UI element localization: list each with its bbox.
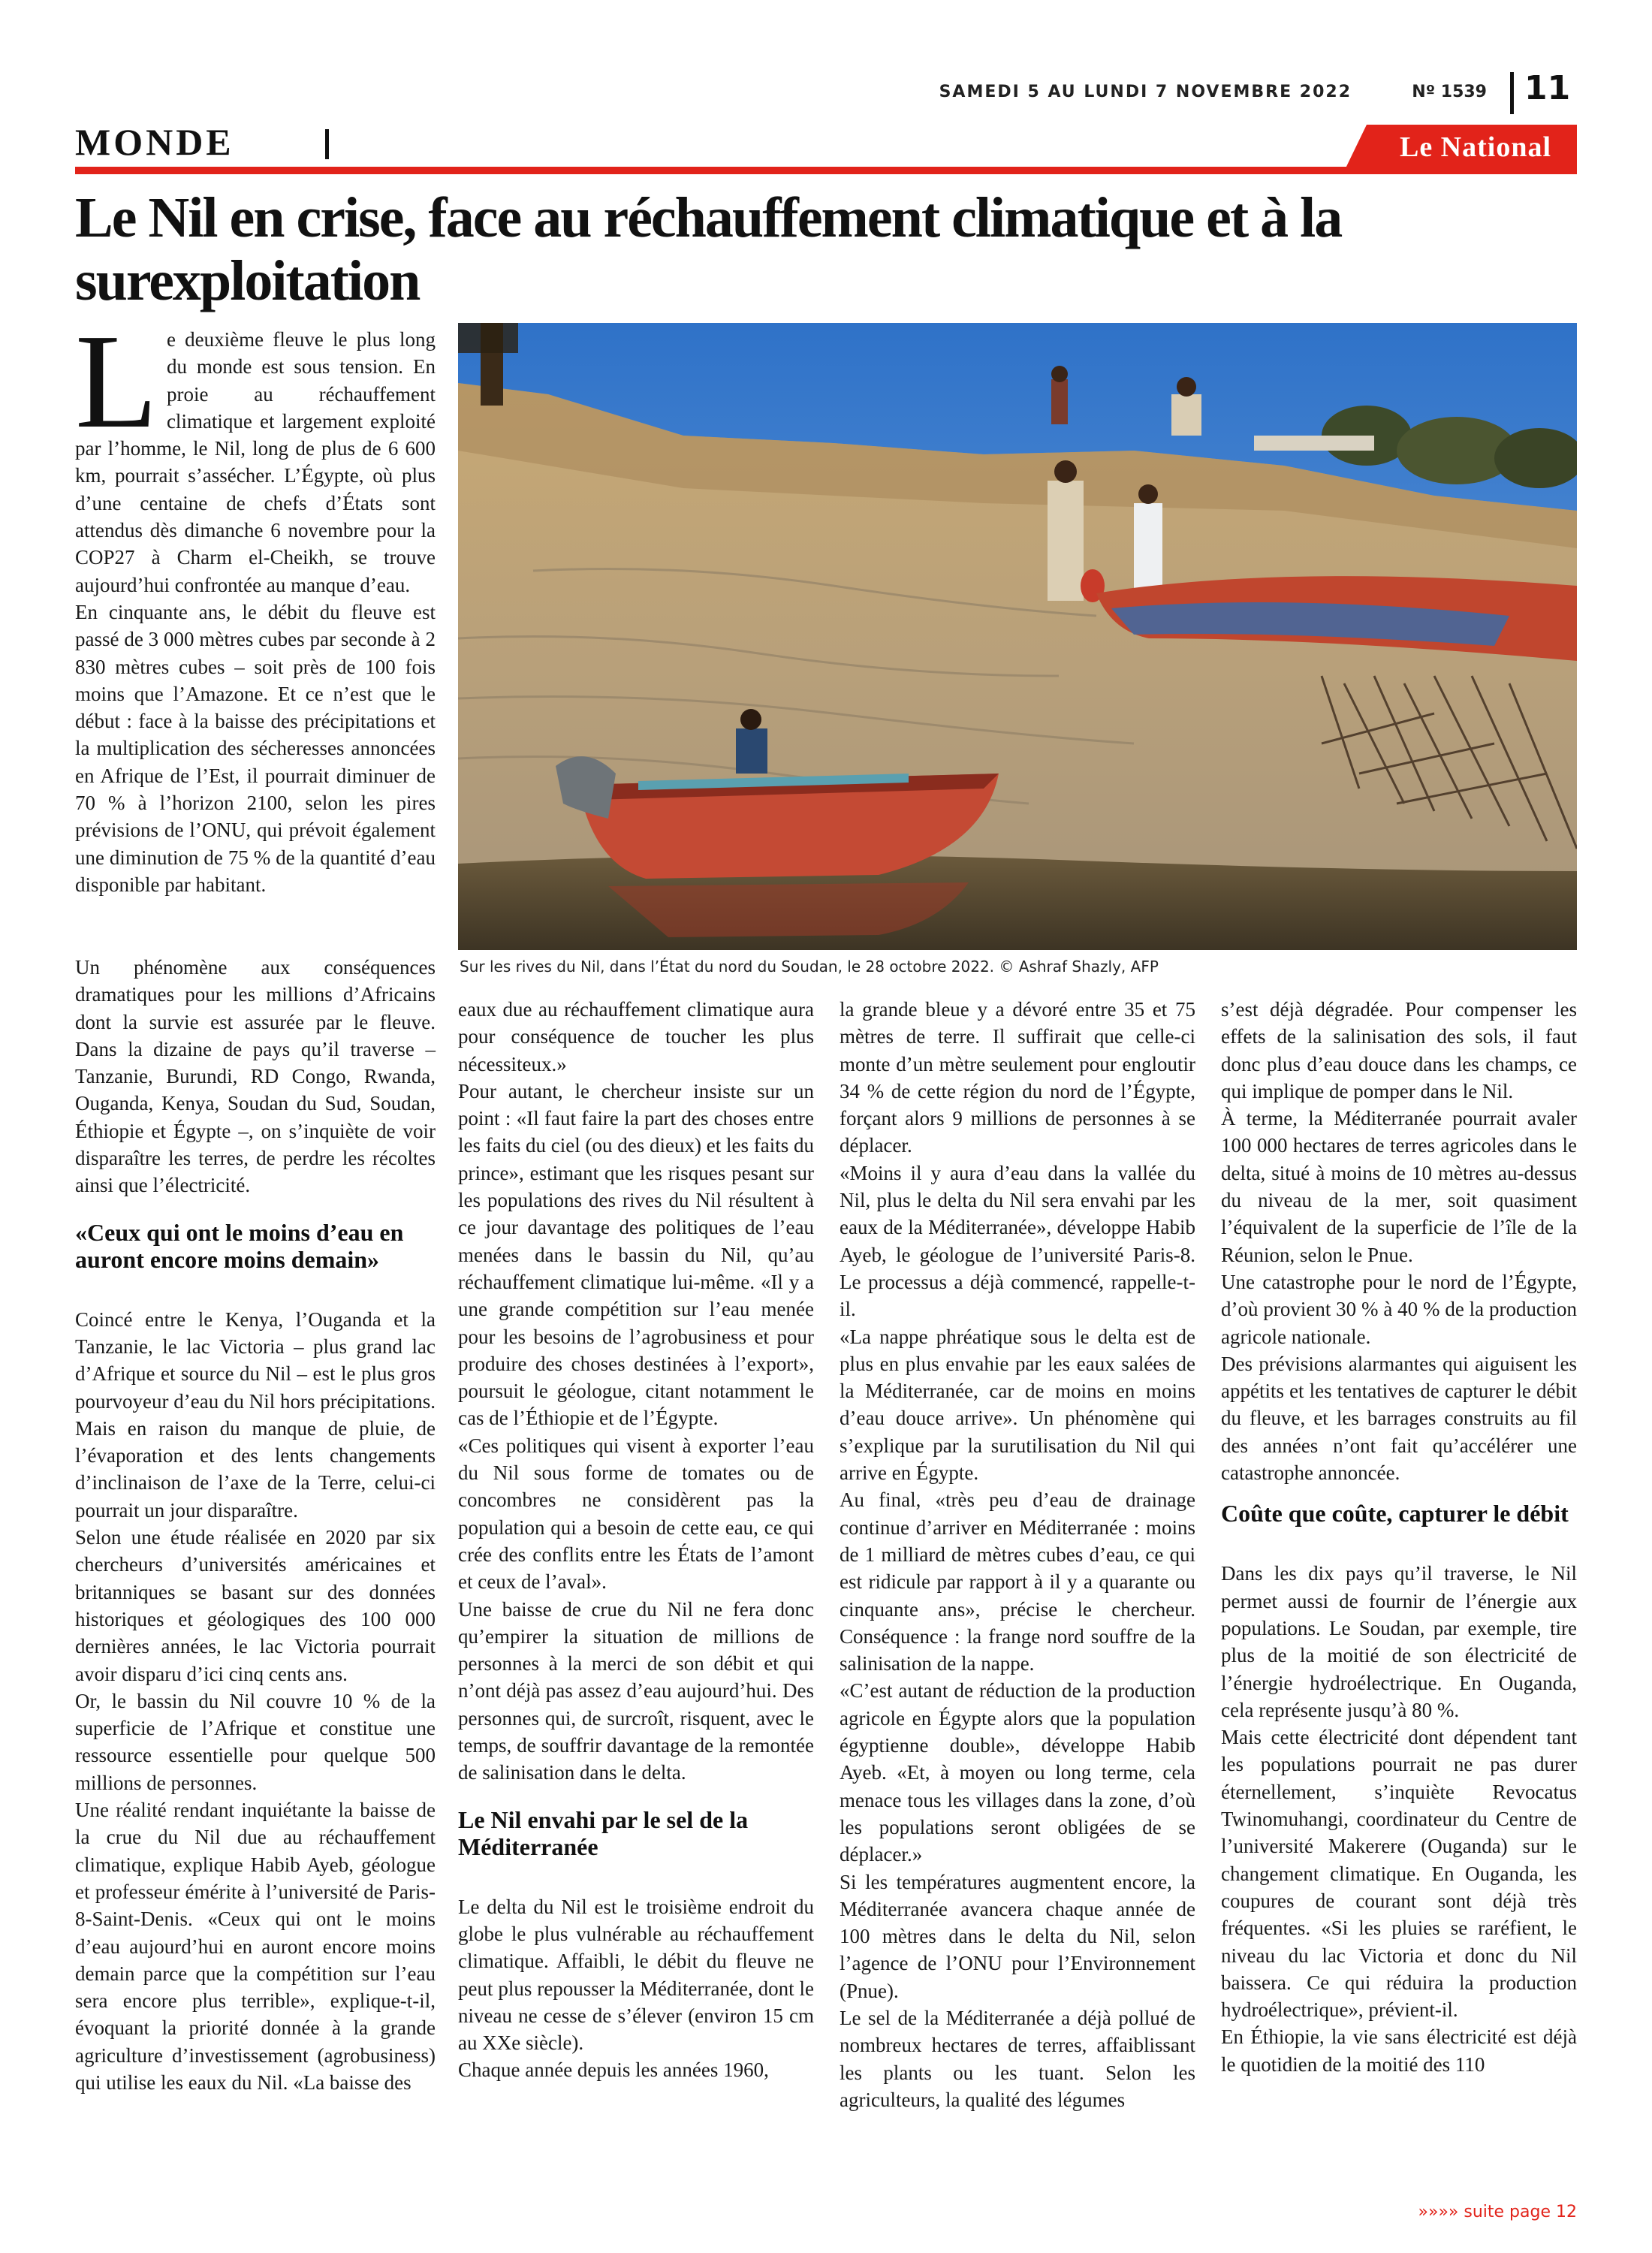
paragraph: eaux due au réchauffement climatique aura pour conséquence de toucher les plus nécessiteux.» [458,998,814,1075]
paragraph: la grande bleue y a dévoré entre 35 et 75 mètres de terre. Il suffirait que celle-ci monte d’un mètre seulement pour engloutir 34 % de cette région du nord de l’Égypte, forçant alors 9 millions de personnes à se déplacer. [840,998,1195,1157]
paragraph: En Éthiopie, la vie sans électricité est déjà le quotidien de la moitié des 110 [1221,2025,1577,2076]
article-column-4 [1221,996,1577,2078]
photo-caption: Sur les rives du Nil, dans l’État du nord du Soudan, le 28 octobre 2022. © Ashraf Shazly, AFP [460,958,1159,976]
continuation-link[interactable]: »»»» suite page 12 [1418,2203,1577,2221]
article-column-1 [75,954,436,2096]
section-divider [325,129,329,159]
paragraph: Une réalité rendant inquiétante la baisse de la crue du Nil due au réchauffement climatique, explique Habib Ayeb, géologue et professeur émérite à l’université de Paris-8-Saint-Denis. «Ceux qui ont le moins d’eau aujourd’hui en auront encore moins demain parce que la compétition sur l’eau sera encore plus terrible», explique-t-il, évoquant la priorité donnée à la grande agriculture d’investissement (agrobusiness) qui utilise les eaux du Nil. «La baisse des [75,1799,436,2094]
paragraph: Au final, «très peu d’eau de drainage continue d’arriver en Méditerranée : moins de 1 milliard de mètres cubes d’eau, ce qui est ridicule par rapport à il y a quarante ou cinquante ans», précise le chercheur. Conséquence : la frange nord souffre de la salinisation de la nappe. [840,1488,1195,1675]
paragraph: «C’est autant de réduction de la production agricole en Égypte alors que la population égyptienne double», développe Habib Ayeb. «Et, à moyen ou long terme, cela menace tous les villages dans la zone, d’où les populations seront obligées de se déplacer.» [840,1679,1195,1866]
paragraph: Mais cette électricité dont dépendent tant les populations pourrait ne pas durer éternellement, s’inquiète Revocatus Twinomuhangi, coordinateur du Centre de l’université Makerere (Ouganda) sur le changement climatique. En Ouganda, les coupures de courant sont déjà très fréquentes. «Si les pluies se raréfient, le niveau du lac Victoria et donc du Nil baissera. Ce qui réduira la production hydroélectrique», prévient-il. [1221,1726,1577,2022]
issue-number: Nº 1539 [1412,83,1487,101]
paragraph: s’est déjà dégradée. Pour compenser les effets de la salinisation des sols, il faut donc plus d’eau douce dans les champs, ce qui implique de pomper dans le Nil. [1221,998,1577,1102]
paragraph: Une catastrophe pour le nord de l’Égypte, d’où provient 30 % à 40 % de la production agricole nationale. [1221,1270,1577,1348]
paragraph: Des prévisions alarmantes qui aiguisent les appétits et les tentatives de capturer le débit du fleuve, et les barrages construits au fil des années n’ont fait qu’accélérer une catastrophe annoncée. [1221,1352,1577,1485]
drop-cap: L [75,306,158,456]
subheading: «Ceux qui ont le moins d’eau en auront encore moins demain» [75,1218,404,1273]
header-divider [1510,72,1514,114]
article-photo [458,323,1577,950]
newspaper-logo: Le National [1399,131,1552,163]
section-label: MONDE [75,121,234,163]
paragraph: Si les températures augmentent encore, la Méditerranée avancera chaque année de 100 mètres dans le delta du Nil, selon l’agence de l’ONU pour l’Environnement (Pnue). [840,1870,1195,2002]
page-number: 11 [1524,69,1571,107]
paragraph [75,306,436,599]
paragraph: «Ces politiques qui visent à exporter l’eau du Nil sous forme de tomates ou de concombres ne considèrent pas la population qui a besoin de cette eau, ce qui crée des conflits entre les États de l’amont et ceux de l’aval». [458,1434,814,1594]
issue-date: SAMEDI 5 AU LUNDI 7 NOVEMBRE 2022 [939,83,1352,101]
paragraph: Chaque année depuis les années 1960, [458,2058,769,2082]
paragraph: Pour autant, le chercheur insiste sur un point : «Il faut faire la part des choses entre les faits du ciel (ou des dieux) et les faits du prince», estimant que les risques pesant sur les populations des rives du Nil résultent à ce jour davantage des politiques de l’eau menées dans le bassin du Nil, qu’au réchauffement climatique lui-même. «Il y a une grande compétition sur l’eau menée pour les besoins de l’agrobusiness et pour produire des choses destinées à l’export», poursuit le géologue, citant notamment le cas de l’Éthiopie et de l’Égypte. [458,1079,814,1430]
paragraph: Le delta du Nil est le troisième endroit du globe le plus vulnérable au réchauffement climatique. Affaibli, le débit du fleuve ne peut plus repousser la Méditerranée, dont le niveau ne cesse de s’élever (environ 15 cm au XXe siècle). [458,1895,814,2055]
paragraph: Or, le bassin du Nil couvre 10 % de la superficie de l’Afrique et constitue une ressource essentielle pour quelque 500 millions de personnes. [75,1689,436,1794]
article-column-1-top [75,306,436,898]
paragraph: Selon une étude réalisée en 2020 par six chercheurs d’universités américaines et britanniques se basant sur des données historiques et géologiques des 100 000 dernières années, le lac Victoria pourrait avoir disparu d’ici cinq cents ans. [75,1526,436,1685]
paragraph: Une baisse de crue du Nil ne fera donc qu’empirer la situation de millions de personnes à la merci de son débit et qui n’ont déjà pas assez d’eau aujourd’hui. Des personnes qui, de surcroît, risquent, avec le temps, de souffrir davantage de la remontée de salinisation dans le delta. [458,1597,814,1784]
article-column-2 [458,996,814,2084]
paragraph: Un phénomène aux conséquences dramatiques pour les millions d’Africains dont la survie est assurée par le fleuve. Dans la dizaine de pays qu’il traverse – Tanzanie, Burundi, RD Congo, Rwanda, Ouganda, Kenya, Soudan du Sud, Soudan, Éthiopie et Égypte –, on s’inquiète de voir disparaître les terres, de perdre les récoltes ainsi que l’électricité. [75,956,436,1197]
paragraph-text: e deuxième fleuve le plus long du monde est sous tension. En proie au réchauffement climatique et largement exploité par l’homme, le Nil, long de plus de 6 600 km, pourrait s’assécher. L’Égypte, où plus d’une centaine de chefs d’États sont attendus dès dimanche 6 novembre pour la COP27 à Charm el-Cheikh, se trouve aujourd’hui confrontée au manque d’eau. [75,328,436,596]
subheading: Coûte que coûte, capturer le débit [1221,1500,1569,1528]
paragraph: Dans les dix pays qu’il traverse, le Nil permet aussi de fournir de l’énergie aux populations. Le Soudan, par exemple, tire plus de la moitié de son électricité de l’énergie hydroélectrique. En Ouganda, cela représente jusqu’à 80 %. [1221,1562,1577,1721]
paragraph: Coincé entre le Kenya, l’Ouganda et la Tanzanie, le lac Victoria – plus grand lac d’Afrique et source du Nil – est le plus gros pourvoyeur d’eau du Nil hors précipitations. Mais en raison du manque de pluie, de l’évaporation et des lents changements d’inclinaison de l’axe de la Terre, celui-ci pourrait un jour disparaître. [75,1307,436,1522]
paragraph: «Moins il y aura d’eau dans la vallée du Nil, plus le delta du Nil sera envahi par les eaux de la Méditerranée», développe Habib Ayeb, le géologue de l’université Paris-8. Le processus a déjà commencé, rappelle-t-il. [840,1161,1195,1321]
paragraph: En cinquante ans, le débit du fleuve est passé de 3 000 mètres cubes par seconde à 2 830 mètres cubes – soit près de 100 fois moins que l’Amazone. Et ce n’est que le début : face à la baisse des précipitations et la multiplication des sécheresses annoncées en Afrique de l’Est, il pourrait diminuer de 70 % à l’horizon 2100, selon les pires prévisions de l’ONU, qui prévoit également une diminution de 75 % de la quantité d’eau disponible par habitant. [75,600,436,896]
paragraph: «La nappe phréatique sous le delta est de plus en plus envahie par les eaux salées de la Méditerranée, car de moins en moins d’eau douce arrive». Un phénomène qui s’explique par la surutilisation du Nil qui arrive en Égypte. [840,1325,1195,1485]
paragraph: À terme, la Méditerranée pourrait avaler 100 000 hectares de terres agricoles dans le delta, situé à moins de 10 mètres au-dessus du niveau de la mer, soit quasiment l’équivalent de la superficie de l’île de la Réunion, selon le Pnue. [1221,1107,1577,1266]
paragraph: Le sel de la Méditerranée a déjà pollué de nombreux hectares de terres, affaiblissant les plants ou les tuant. Selon les agriculteurs, la qualité des légumes [840,2006,1195,2111]
subheading: Le Nil envahi par le sel de la Méditerranée [458,1805,749,1860]
article-headline: Le Nil en crise, face au réchauffement climatique et à la surexploitation [75,186,1342,312]
article-column-3 [840,996,1195,2113]
